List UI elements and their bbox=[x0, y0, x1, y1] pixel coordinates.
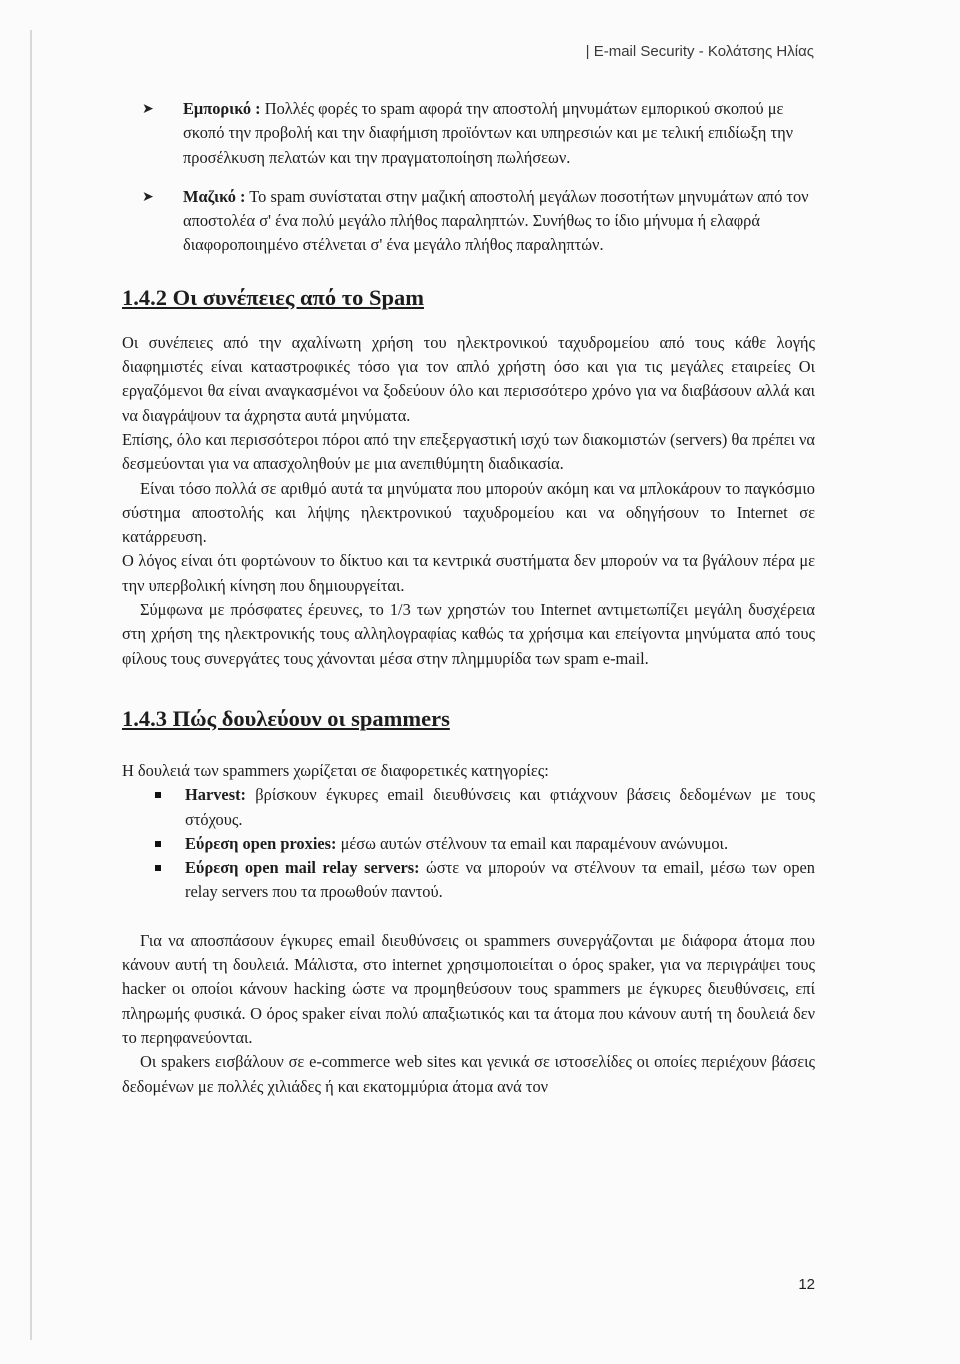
item-term: Εμπορικό : bbox=[183, 99, 261, 118]
item-text: Πολλές φορές το spam αφορά την αποστολή μηνυμάτων εμπορικού σκοπού με σκοπό την προβολή και την διαφήμιση προϊόντων και υπηρεσιών και με τελική επιδίωξη την προσέλκυση πελατών και την πραγματοποίηση πωλήσεων. bbox=[183, 99, 794, 167]
item-text: Το spam συνίσταται στην μαζική αποστολή μεγάλων ποσοτήτων μηνυμάτων από τον αποστολέα σ' ένα πολύ μεγάλο πλήθος παραληπτών. Συνήθως το ίδιο μήνυμα ή ελαφρά διαφοροποιημένο στέλνεται σ' ένα μεγάλο πλήθος παραληπτών. bbox=[183, 186, 809, 255]
bullet-text: ώστε να μπορούν να στέλνουν τα email, μέσω των open relay servers που τα προωθούν παντού. bbox=[185, 858, 815, 902]
paragraph: Για να αποσπάσουν έγκυρες email διευθύνσεις οι spammers συνεργάζονται με διάφορα άτομα που κάνουν αυτή τη δουλειά. Μάλιστα, στο internet χρησιμοποιείται ο όρος spaker, για να περιγράψει τους hacker οι οποίοι κάνουν hacking ώστε να προμηθεύσουν τους spammers με έγκυρες διευθύνσεις, επί πληρωμής φυσικά. Ο όρος spaker είναι πολύ απαξιωτικός και τα άτομα που κάνουν αυτή τη δουλειά δεν το περηφανεύονται. bbox=[122, 930, 815, 1047]
paragraph: Οι συνέπειες από την αχαλίνωτη χρήση του ηλεκτρονικού ταχυδρομείου από τους κάθε λογής διαφημιστές είναι καταστροφικές τόσο για τον απλό χρήστη όσο και για τις μεγάλες εταιρείες Οι εργαζόμενοι θα είναι αναγκασμένοι να ξοδεύουν όλο και περισσότερο χρόνο για να διαβάσουν αλλά και να διαγράψουν τα άχρηστα αυτά μηνύματα. bbox=[122, 332, 815, 425]
bullet-item-harvest bbox=[122, 783, 815, 832]
paragraph: Επίσης, όλο και περισσότεροι πόροι από την επεξεργαστική ισχύ των διακομιστών (servers) θα πρέπει να δεσμεύονται για να απασχοληθούν με μια ανεπιθύμητη διαδικασία. bbox=[122, 429, 815, 474]
bullet-text: βρίσκουν έγκυρες email διευθύνσεις και φτιάχνουν βάσεις δεδομένων με τους στόχους. bbox=[185, 785, 815, 829]
list-item-mass bbox=[122, 185, 815, 258]
section-heading-1-4-2: 1.4.2 Οι συνέπειες από το Spam bbox=[122, 284, 424, 310]
arrow-bullet-icon: ➤ bbox=[142, 188, 154, 205]
bullet-term: Harvest: bbox=[185, 785, 246, 805]
running-header: | E-mail Security - Κολάτσης Ηλίας bbox=[585, 43, 814, 60]
arrow-bullet-icon: ➤ bbox=[142, 101, 154, 117]
bullet-text: μέσω αυτών στέλνουν τα email και παραμένουν ανώνυμοι. bbox=[336, 833, 729, 853]
paragraph: Είναι τόσο πολλά σε αριθμό αυτά τα μηνύματα που μπορούν ακόμη και να μπλοκάρουν το παγκόσμιο σύστημα αποστολής και λήψης ηλεκτρονικού ταχυδρομείου και να οδηγήσουν το Internet σε κατάρρευση. bbox=[122, 478, 815, 547]
list-item-commercial bbox=[122, 97, 815, 170]
scan-edge bbox=[30, 30, 32, 1340]
square-bullet-icon bbox=[155, 841, 161, 847]
paragraph-lead: Η δουλειά των spammers χωρίζεται σε διαφορετικές κατηγορίες: bbox=[122, 760, 549, 780]
paragraph: Σύμφωνα με πρόσφατες έρευνες, το 1/3 των χρηστών του Internet αντιμετωπίζει μεγάλη δυσχέρεια στη χρήση της ηλεκτρονικής τους αλληλογραφίας καθώς τα χρήσιμα και επείγοντα μηνύματα από τους φίλους τους συνεργάτες τους χάνονται μέσα στην πλημμυρίδα των spam e-mail. bbox=[122, 600, 815, 668]
bullet-term: Εύρεση open proxies: bbox=[185, 833, 337, 853]
square-bullet-icon bbox=[155, 865, 161, 871]
bullet-term: Εύρεση open mail relay servers: bbox=[185, 858, 420, 878]
square-bullet-icon bbox=[155, 792, 161, 798]
item-term: Μαζικό : bbox=[183, 186, 246, 206]
paragraph: Οι spakers εισβάλουν σε e-commerce web sites και γενικά σε ιστοσελίδες οι οποίες περιέχουν βάσεις δεδομένων με πολλές χιλιάδες ή και εκατομμύρια άτομα ανά τον bbox=[122, 1052, 815, 1096]
page-number: 12 bbox=[798, 1276, 815, 1293]
paragraph: Ο λόγος είναι ότι φορτώνουν το δίκτυο και τα κεντρικά συστήματα δεν μπορούν να τα βγάλουν πέρα με την υπερβολική κίνηση που δημιουργείται. bbox=[122, 551, 815, 595]
section-1-4-2-body bbox=[122, 331, 815, 671]
document-body bbox=[122, 97, 815, 1099]
section-1-4-3-body bbox=[122, 759, 815, 1099]
section-heading-1-4-3: 1.4.3 Πώς δουλεύουν οι spammers bbox=[122, 705, 450, 731]
bullet-item-open-proxies bbox=[122, 832, 815, 856]
bullet-item-open-relay bbox=[122, 856, 815, 905]
